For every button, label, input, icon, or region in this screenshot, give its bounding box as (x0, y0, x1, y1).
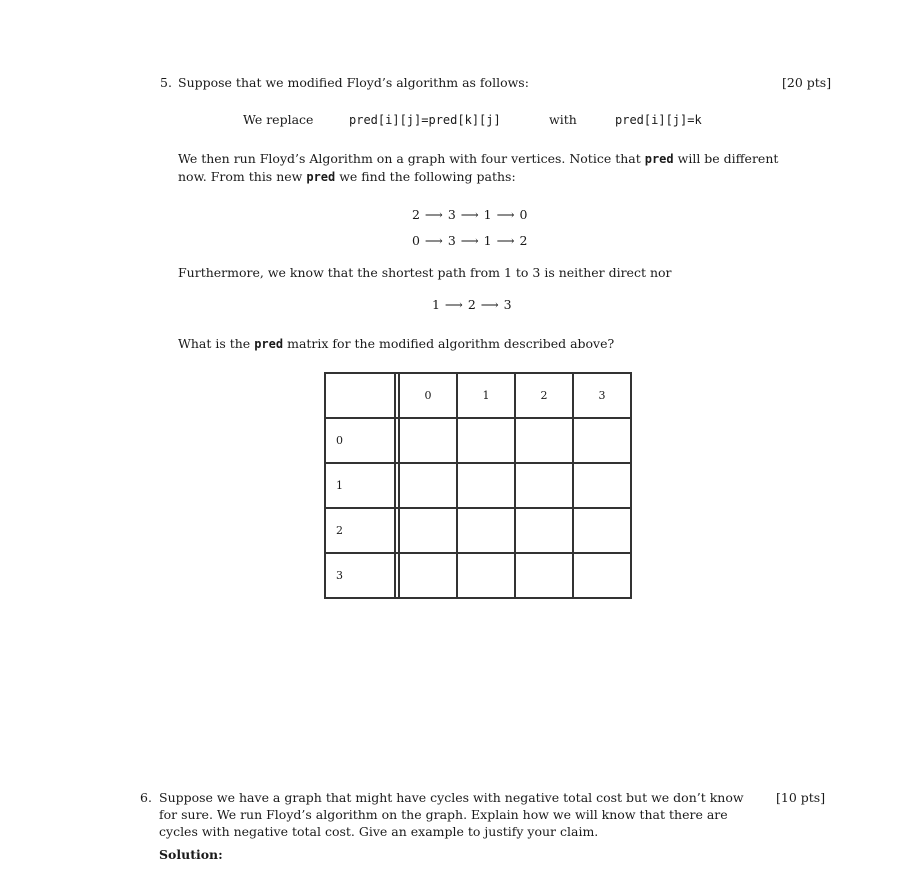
path-2: 0 ⟶ 3 ⟶ 1 ⟶ 2 (412, 233, 528, 248)
with-label: with (549, 112, 577, 127)
old-code: pred[i][j]=pred[k][j] (349, 113, 501, 127)
col-header: 0 (399, 373, 457, 418)
q6-points: [10 pts] (776, 790, 826, 805)
q5-number: 5. (160, 75, 172, 90)
pred-matrix-table (324, 372, 632, 599)
q5-points: [20 pts] (782, 75, 832, 90)
col-header: 3 (573, 373, 631, 418)
q6-line-3: cycles with negative total cost. Give an example to justify your claim. (159, 824, 599, 839)
matrix-cell[interactable] (457, 508, 515, 553)
row-header: 2 (325, 508, 395, 553)
furthermore-text: Furthermore, we know that the shortest path from 1 to 3 is neither direct nor (178, 265, 672, 280)
para2-text-a: now. From this new (178, 169, 303, 184)
path-3: 1 ⟶ 2 ⟶ 3 (432, 297, 513, 312)
matrix-cell[interactable] (515, 553, 573, 598)
matrix-cell[interactable] (515, 463, 573, 508)
matrix-cell[interactable] (457, 463, 515, 508)
para2-code: pred (306, 170, 336, 184)
q5-paragraph (178, 150, 798, 186)
matrix-cell[interactable] (399, 418, 457, 463)
q6-prompt (159, 789, 769, 840)
solution-label: Solution: (159, 847, 223, 862)
matrix-cell[interactable] (573, 463, 631, 508)
matrix-cell[interactable] (515, 418, 573, 463)
pred-question (178, 335, 614, 353)
question-code: pred (254, 337, 284, 351)
question-text-a: What is the (178, 336, 251, 351)
col-header: 2 (515, 373, 573, 418)
matrix-cell[interactable] (573, 418, 631, 463)
para1-code: pred (644, 152, 674, 166)
para1-text-a: We then run Floyd’s Algorithm on a graph with four vertices. Notice that (178, 151, 641, 166)
para2-text-b: we find the following paths: (339, 169, 516, 184)
matrix-cell[interactable] (457, 553, 515, 598)
new-code: pred[i][j]=k (615, 113, 702, 127)
q6-line-2: for sure. We run Floyd’s algorithm on the graph. Explain how we will know that there are (159, 807, 728, 822)
matrix-cell[interactable] (399, 553, 457, 598)
matrix-cell[interactable] (399, 463, 457, 508)
matrix-cell[interactable] (457, 418, 515, 463)
replace-label: We replace (243, 112, 314, 127)
q6-number: 6. (140, 790, 152, 805)
path-1: 2 ⟶ 3 ⟶ 1 ⟶ 0 (412, 207, 528, 222)
col-header: 1 (457, 373, 515, 418)
row-header: 0 (325, 418, 395, 463)
matrix-cell[interactable] (399, 508, 457, 553)
question-text-b: matrix for the modified algorithm described above? (287, 336, 615, 351)
row-header: 3 (325, 553, 395, 598)
matrix-cell[interactable] (515, 508, 573, 553)
q5-prompt: Suppose that we modified Floyd’s algorithm as follows: (178, 75, 529, 90)
matrix-cell[interactable] (573, 553, 631, 598)
matrix-cell[interactable] (573, 508, 631, 553)
q6-line-1: Suppose we have a graph that might have cycles with negative total cost but we don’t know (159, 790, 744, 805)
para1-text-b: will be different (677, 151, 779, 166)
corner-cell (325, 373, 395, 418)
row-header: 1 (325, 463, 395, 508)
